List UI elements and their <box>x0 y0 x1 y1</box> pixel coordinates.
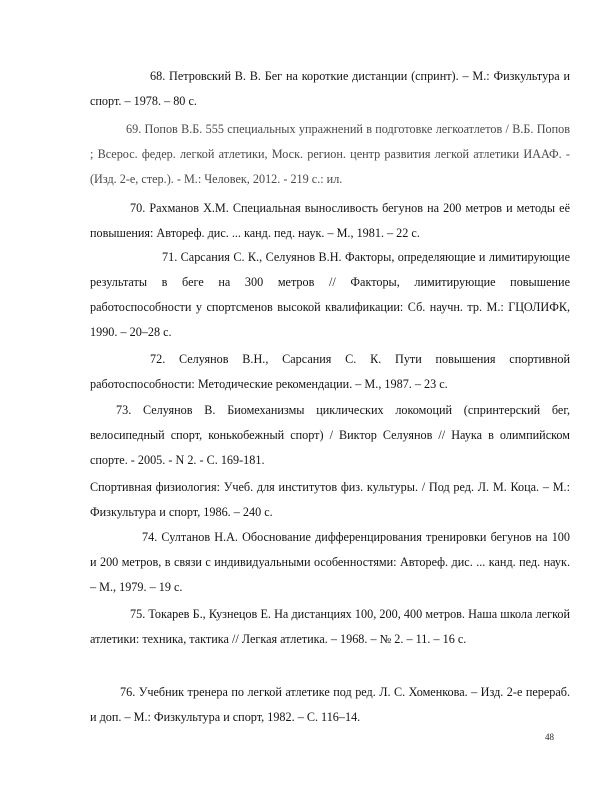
reference-73-continuation: Спортивная физиология: Учеб. для институтов физ. культуры. / Под ред. Л. М. Коца. – М.: Физкультура и спорт, 1986. – 240 с. <box>90 480 570 519</box>
reference-74: 74. Султанов Н.А. Обоснование дифференцирования тренировки бегунов на 100 и 200 метров, в связи с индивидуальными особенностями: Автореф. дис. ... канд. пед. наук. – М., 1979. – 19 с. <box>90 530 570 594</box>
reference-70: 70. Рахманов Х.М. Специальная выносливость бегунов на 200 метров и методы её повышения: Автореф. дис. ... канд. пед. наук. – М., 1981. – 22 с. <box>90 201 570 240</box>
reference-68: 68. Петровский В. В. Бег на короткие дистанции (спринт). – М.: Физкультура и спорт. – 1978. – 80 с. <box>90 69 570 108</box>
reference-75: 75. Токарев Б., Кузнецов Е. На дистанциях 100, 200, 400 метров. Наша школа легкой атлетики: техника, тактика // Легкая атлетика. – 1968. – № 2. – 11. – 16 с. <box>90 607 570 646</box>
page-number: 48 <box>545 732 554 742</box>
reference-71: 71. Сарсания С. К., Селуянов В.Н. Факторы, определяющие и лимитирующие результаты в беге на 300 метров // Факторы, лимитирующие повышение работоспособности у спортсменов высокой квалификации: Сб. научн. тр. М.: ГЦОЛИФК, 1990. – 20–28 с. <box>90 250 570 339</box>
reference-73: 73. Селуянов В. Биомеханизмы циклических локомоций (спринтерский бег, велосипедный спорт, конькобежный спорт) / Виктор Селуянов // Наука в олимпийском спорте. - 2005. - N 2. - С. 169-181. <box>90 403 570 467</box>
reference-69: 69. Попов В.Б. 555 специальных упражнений в подготовке легкоатлетов / В.Б. Попов ; Всерос. федер. легкой атлетики, Моск. регион. центр развития легкой атлетики ИААФ. - (Изд. 2-е, стер.). - М.: Человек, 2012. - 219 с.: ил. <box>90 122 570 186</box>
reference-76: 76. Учебник тренера по легкой атлетике под ред. Л. С. Хоменкова. – Изд. 2-е перераб. и доп. – М.: Физкультура и спорт, 1982. – С. 116–14. <box>90 685 570 724</box>
reference-72: 72. Селуянов В.Н., Сарсания С. К. Пути повышения спортивной работоспособности: Методические рекомендации. – М., 1987. – 23 с. <box>90 352 570 391</box>
